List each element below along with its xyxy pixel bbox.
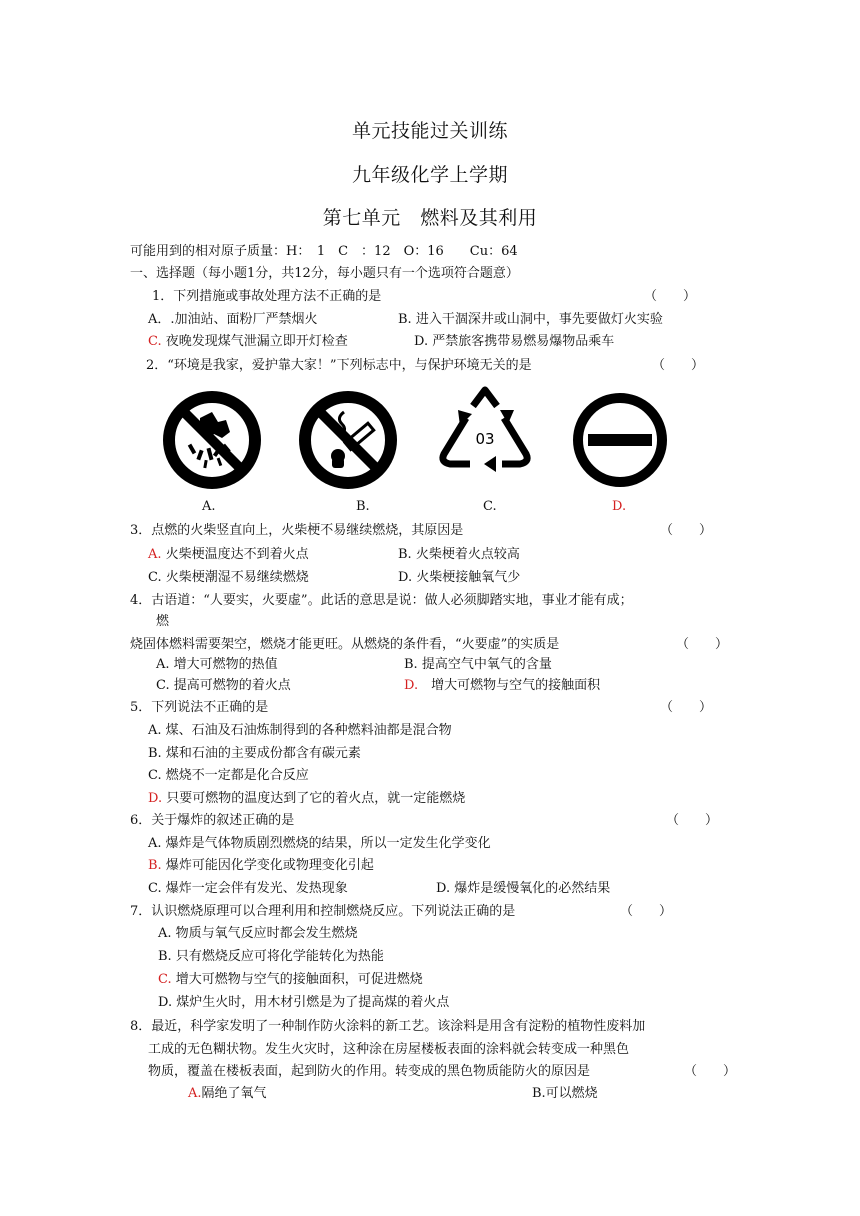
q3-option-a-text: 火柴梗温度达不到着火点 [161, 547, 309, 562]
q5-answer-blank: （ ） [660, 700, 713, 715]
q1-answer-letter: C. [148, 334, 162, 349]
q7-option-a: A. 物质与氧气反应时都会发生燃烧 [158, 926, 358, 941]
q2-label-a: A. [202, 499, 216, 514]
q4-stem-line1: 4．古语道：“人要实，火要虚”。此话的意思是说：做人必须脚踏实地，事业才能有成； [130, 593, 633, 608]
recycle-code: 03 [475, 430, 495, 448]
no-littering-icon [160, 388, 264, 492]
no-entry-icon [568, 388, 672, 492]
q7-option-b: B. 只有燃烧反应可将化学能转化为热能 [158, 949, 384, 964]
page-title: 单元技能过关训练 [351, 120, 508, 142]
q3-option-b: B. 火柴梗着火点较高 [398, 547, 520, 562]
q1-option-c [148, 333, 348, 351]
q2-stem: 2．“环境是我家，爱护靠大家！”下列标志中，与保护环境无关的是 [146, 358, 532, 373]
q3-option-d: D. 火柴梗接触氧气少 [398, 570, 521, 585]
q3-option-a [148, 546, 309, 564]
q4-option-d-text: 增大可燃物与空气的接触面积 [418, 678, 601, 693]
q7-answer-letter: C. [158, 972, 172, 987]
q7-option-c [158, 971, 423, 989]
q5-option-c: C. 燃烧不一定都是化合反应 [148, 768, 309, 783]
q6-answer-letter: B. [148, 858, 162, 873]
q2-label-d: D. [612, 499, 627, 514]
page-subtitle: 九年级化学上学期 [351, 164, 508, 186]
q3-answer-letter: A. [148, 547, 162, 562]
q2-answer-blank: （ ） [652, 358, 705, 373]
q4-option-b: B. 提高空气中氧气的含量 [404, 657, 552, 672]
q7-stem: 7．认识燃烧原理可以合理利用和控制燃烧反应。下列说法正确的是 [130, 904, 516, 919]
q1-stem: 1．下列措施或事故处理方法不正确的是 [152, 289, 382, 304]
q5-option-d-text: 只要可燃物的温度达到了它的着火点，就一定能燃烧 [162, 791, 466, 806]
recycle-icon [430, 386, 540, 490]
q4-stem-line2: 烧固体燃料需要架空，燃烧才能更旺。从燃烧的条件看，“火要虚”的实质是 [130, 637, 560, 652]
q8-answer-letter: A. [188, 1086, 202, 1101]
q6-answer-blank: （ ） [666, 813, 719, 828]
section-heading: 一、选择题（每小题1分，共12分，每小题只有一个选项符合题意） [130, 266, 519, 281]
q6-option-b-text: 爆炸可能因化学变化或物理变化引起 [161, 858, 374, 873]
q8-option-b: B.可以燃烧 [532, 1086, 598, 1101]
q1-option-d: D. 严禁旅客携带易燃易爆物品乘车 [414, 334, 615, 349]
q1-answer-blank: （ ） [644, 289, 697, 304]
q3-option-c: C. 火柴梗潮湿不易继续燃烧 [148, 570, 309, 585]
q8-option-a [188, 1085, 267, 1103]
q7-answer-blank: （ ） [620, 904, 673, 919]
q5-stem: 5．下列说法不正确的是 [130, 700, 269, 715]
q8-stem-line3: 物质，覆盖在楼板表面，起到防火的作用。转变成的黑色物质能防火的原因是 [148, 1064, 591, 1079]
no-smoking-icon [296, 388, 400, 492]
q4-answer-letter: D. [404, 678, 419, 693]
q1-option-c-text: 夜晚发现煤气泄漏立即开灯检查 [161, 334, 348, 349]
q6-option-d: D. 爆炸是缓慢氧化的必然结果 [436, 881, 611, 896]
q8-stem-line1: 8．最近，科学家发明了一种制作防火涂料的新工艺。该涂料是用含有淀粉的植物性废料加 [130, 1019, 646, 1034]
q6-option-a: A. 爆炸是气体物质剧烈燃烧的结果，所以一定发生化学变化 [148, 836, 491, 851]
q2-label-c: C. [483, 499, 497, 514]
q7-option-c-text: 增大可燃物与空气的接触面积，可促进燃烧 [171, 972, 423, 987]
q3-stem: 3．点燃的火柴竖直向上，火柴梗不易继续燃烧，其原因是 [130, 523, 464, 538]
q5-option-a: A. 煤、石油及石油炼制得到的各种燃料油都是混合物 [148, 723, 452, 738]
q5-option-b: B. 煤和石油的主要成份都含有碳元素 [148, 746, 361, 761]
q4-answer-blank: （ ） [676, 637, 729, 652]
q2-label-b: B. [356, 499, 370, 514]
q1-option-a: A．.加油站、面粉厂严禁烟火 [148, 312, 318, 327]
q7-option-d: D. 煤炉生火时，用木材引燃是为了提高煤的着火点 [158, 995, 450, 1010]
q4-option-c: C. 提高可燃物的着火点 [156, 678, 291, 693]
unit-title: 第七单元 燃料及其利用 [322, 207, 538, 229]
q5-answer-letter: D. [148, 791, 163, 806]
atomic-masses: 可能用到的相对原子质量：H： 1 C ：12 O：16 Cu：64 [130, 244, 518, 259]
q6-option-c: C. 爆炸一定会伴有发光、发热现象 [148, 881, 348, 896]
q4-option-d [404, 677, 600, 695]
q8-option-a-text: 隔绝了氧气 [201, 1086, 267, 1101]
q8-stem-line2: 工成的无色糊状物。发生火灾时，这种涂在房屋楼板表面的涂料就会转变成一种黑色 [148, 1042, 630, 1057]
q1-option-b: B. 进入干涸深井或山洞中，事先要做灯火实验 [398, 312, 663, 327]
q6-option-b [148, 857, 374, 875]
q8-answer-blank: （ ） [684, 1064, 737, 1079]
q6-stem: 6．关于爆炸的叙述正确的是 [130, 813, 295, 828]
q4-option-a: A. 增大可燃物的热值 [156, 657, 278, 672]
q3-answer-blank: （ ） [660, 523, 713, 538]
q5-option-d [148, 790, 465, 808]
q4-stem-line1-wrap: 燃 [156, 614, 170, 629]
